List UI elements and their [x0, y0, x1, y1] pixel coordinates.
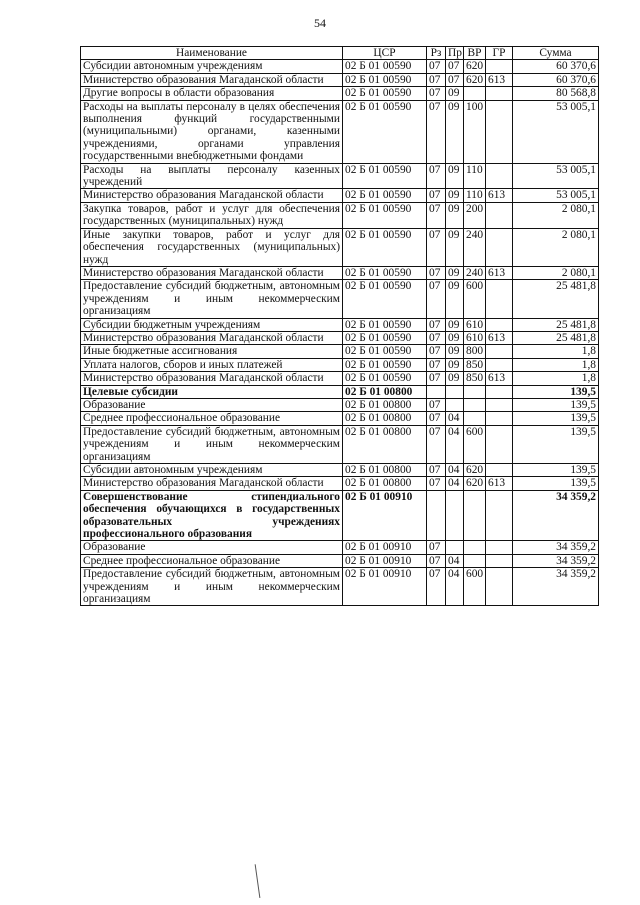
cell-name: Субсидии автономным учреждениям: [81, 60, 343, 73]
cell-pr: 09: [446, 280, 464, 318]
cell-gr: [486, 228, 513, 266]
cell-rz: 07: [427, 345, 446, 358]
cell-gr: [486, 60, 513, 73]
header-sum: Сумма: [513, 47, 599, 60]
table-row: [81, 358, 599, 371]
cell-gr: 613: [486, 266, 513, 279]
cell-gr: [486, 554, 513, 567]
cell-gr: [486, 541, 513, 554]
cell-csr: 02 Б 01 00800: [343, 464, 427, 477]
cell-pr: 09: [446, 345, 464, 358]
cell-csr: 02 Б 01 00590: [343, 100, 427, 163]
cell-name: Образование: [81, 398, 343, 411]
pen-mark: [255, 864, 263, 898]
cell-gr: 613: [486, 331, 513, 344]
cell-sum: 139,5: [513, 385, 599, 398]
cell-vr: 600: [464, 280, 486, 318]
cell-pr: 09: [446, 163, 464, 189]
cell-rz: 07: [427, 228, 446, 266]
cell-csr: 02 Б 01 00590: [343, 372, 427, 385]
cell-sum: 53 005,1: [513, 100, 599, 163]
budget-table: [80, 46, 599, 606]
cell-pr: 07: [446, 73, 464, 86]
cell-pr: [446, 398, 464, 411]
cell-rz: 07: [427, 398, 446, 411]
cell-gr: [486, 490, 513, 541]
table-row: [81, 477, 599, 490]
cell-pr: 09: [446, 372, 464, 385]
cell-gr: [486, 568, 513, 606]
table-row: [81, 202, 599, 228]
cell-gr: [486, 163, 513, 189]
cell-vr: 240: [464, 266, 486, 279]
header-name: Наименование: [81, 47, 343, 60]
cell-name: Министерство образования Магаданской области: [81, 266, 343, 279]
cell-pr: 09: [446, 358, 464, 371]
table-row: [81, 100, 599, 163]
cell-rz: 07: [427, 412, 446, 425]
cell-rz: 07: [427, 87, 446, 100]
cell-sum: 139,5: [513, 412, 599, 425]
cell-rz: 07: [427, 358, 446, 371]
table-row: [81, 280, 599, 318]
cell-rz: 07: [427, 318, 446, 331]
cell-sum: 139,5: [513, 398, 599, 411]
table-row: [81, 541, 599, 554]
cell-csr: 02 Б 01 00910: [343, 490, 427, 541]
table-row: [81, 318, 599, 331]
table-row: [81, 60, 599, 73]
cell-pr: [446, 385, 464, 398]
cell-csr: 02 Б 01 00590: [343, 73, 427, 86]
table-row: [81, 163, 599, 189]
cell-name: Предоставление субсидий бюджетным, автономным учреждениям и иным некоммерческим организациям: [81, 280, 343, 318]
table-row: [81, 385, 599, 398]
cell-rz: 07: [427, 568, 446, 606]
cell-pr: [446, 490, 464, 541]
cell-csr: 02 Б 01 00590: [343, 228, 427, 266]
cell-csr: 02 Б 01 00590: [343, 345, 427, 358]
cell-sum: 1,8: [513, 372, 599, 385]
cell-gr: 613: [486, 189, 513, 202]
cell-gr: 613: [486, 477, 513, 490]
cell-vr: 610: [464, 331, 486, 344]
cell-name: Среднее профессиональное образование: [81, 412, 343, 425]
cell-pr: 04: [446, 412, 464, 425]
cell-vr: [464, 541, 486, 554]
table-body: [81, 60, 599, 606]
cell-csr: 02 Б 01 00590: [343, 189, 427, 202]
cell-pr: 04: [446, 568, 464, 606]
cell-vr: 620: [464, 477, 486, 490]
cell-csr: 02 Б 01 00800: [343, 477, 427, 490]
cell-pr: 04: [446, 477, 464, 490]
cell-sum: 53 005,1: [513, 189, 599, 202]
cell-sum: 34 359,2: [513, 554, 599, 567]
cell-csr: 02 Б 01 00590: [343, 331, 427, 344]
cell-csr: 02 Б 01 00590: [343, 202, 427, 228]
cell-rz: 07: [427, 464, 446, 477]
cell-gr: [486, 358, 513, 371]
header-vr: ВР: [464, 47, 486, 60]
cell-csr: 02 Б 01 00800: [343, 412, 427, 425]
cell-rz: 07: [427, 541, 446, 554]
cell-sum: 1,8: [513, 358, 599, 371]
cell-csr: 02 Б 01 00910: [343, 554, 427, 567]
cell-rz: 07: [427, 372, 446, 385]
cell-name: Субсидии бюджетным учреждениям: [81, 318, 343, 331]
table-row: [81, 189, 599, 202]
cell-rz: 07: [427, 554, 446, 567]
cell-csr: 02 Б 01 00590: [343, 358, 427, 371]
cell-csr: 02 Б 01 00590: [343, 60, 427, 73]
cell-pr: 09: [446, 189, 464, 202]
cell-pr: 09: [446, 331, 464, 344]
cell-csr: 02 Б 01 00910: [343, 541, 427, 554]
cell-csr: 02 Б 01 00910: [343, 568, 427, 606]
table-row: [81, 345, 599, 358]
cell-sum: 34 359,2: [513, 541, 599, 554]
header-csr: ЦСР: [343, 47, 427, 60]
cell-vr: 610: [464, 318, 486, 331]
cell-vr: [464, 398, 486, 411]
header-gr: ГР: [486, 47, 513, 60]
cell-csr: 02 Б 01 00800: [343, 398, 427, 411]
cell-name: Другие вопросы в области образования: [81, 87, 343, 100]
cell-gr: [486, 87, 513, 100]
cell-rz: 07: [427, 73, 446, 86]
cell-vr: 600: [464, 425, 486, 463]
header-rz: Рз: [427, 47, 446, 60]
cell-name: Министерство образования Магаданской области: [81, 372, 343, 385]
cell-sum: 139,5: [513, 425, 599, 463]
cell-vr: [464, 412, 486, 425]
cell-vr: 850: [464, 372, 486, 385]
cell-name: Целевые субсидии: [81, 385, 343, 398]
cell-sum: 2 080,1: [513, 228, 599, 266]
cell-sum: 34 359,2: [513, 490, 599, 541]
table-row: [81, 412, 599, 425]
cell-csr: 02 Б 01 00590: [343, 318, 427, 331]
cell-name: Совершенствование стипендиального обеспечения обучающихся в государственных образовательных учреждениях профессионального образования: [81, 490, 343, 541]
cell-vr: [464, 87, 486, 100]
cell-sum: 2 080,1: [513, 202, 599, 228]
cell-sum: 60 370,6: [513, 60, 599, 73]
cell-name: Иные бюджетные ассигнования: [81, 345, 343, 358]
cell-name: Расходы на выплаты персоналу казенных учреждений: [81, 163, 343, 189]
cell-rz: 07: [427, 477, 446, 490]
cell-pr: 09: [446, 100, 464, 163]
cell-vr: 110: [464, 163, 486, 189]
cell-sum: 25 481,8: [513, 280, 599, 318]
cell-sum: 53 005,1: [513, 163, 599, 189]
cell-gr: 613: [486, 372, 513, 385]
cell-vr: [464, 554, 486, 567]
cell-name: Закупка товаров, работ и услуг для обеспечения государственных (муниципальных) нужд: [81, 202, 343, 228]
table-row: [81, 398, 599, 411]
cell-pr: 09: [446, 202, 464, 228]
cell-pr: 04: [446, 554, 464, 567]
cell-sum: 25 481,8: [513, 318, 599, 331]
cell-pr: 09: [446, 318, 464, 331]
cell-rz: 07: [427, 202, 446, 228]
cell-vr: [464, 385, 486, 398]
cell-name: Предоставление субсидий бюджетным, автономным учреждениям и иным некоммерческим организациям: [81, 425, 343, 463]
cell-csr: 02 Б 01 00590: [343, 163, 427, 189]
cell-gr: [486, 464, 513, 477]
cell-gr: [486, 385, 513, 398]
cell-sum: 60 370,6: [513, 73, 599, 86]
cell-csr: 02 Б 01 00590: [343, 280, 427, 318]
cell-gr: [486, 280, 513, 318]
cell-pr: 09: [446, 228, 464, 266]
page-number: 54: [314, 16, 326, 30]
cell-gr: [486, 425, 513, 463]
cell-csr: 02 Б 01 00590: [343, 87, 427, 100]
cell-sum: 34 359,2: [513, 568, 599, 606]
cell-vr: 110: [464, 189, 486, 202]
table-header-row: [81, 47, 599, 60]
table-row: [81, 554, 599, 567]
cell-gr: [486, 100, 513, 163]
cell-gr: [486, 345, 513, 358]
cell-csr: 02 Б 01 00800: [343, 385, 427, 398]
table-row: [81, 464, 599, 477]
table-row: [81, 568, 599, 606]
cell-vr: [464, 490, 486, 541]
cell-rz: 07: [427, 189, 446, 202]
table-row: [81, 266, 599, 279]
cell-gr: [486, 202, 513, 228]
cell-pr: 04: [446, 464, 464, 477]
cell-vr: 620: [464, 60, 486, 73]
table-row: [81, 372, 599, 385]
cell-pr: 09: [446, 266, 464, 279]
cell-sum: 2 080,1: [513, 266, 599, 279]
cell-name: Министерство образования Магаданской области: [81, 331, 343, 344]
cell-name: Среднее профессиональное образование: [81, 554, 343, 567]
cell-name: Субсидии автономным учреждениям: [81, 464, 343, 477]
cell-pr: [446, 541, 464, 554]
cell-name: Министерство образования Магаданской области: [81, 477, 343, 490]
cell-sum: 80 568,8: [513, 87, 599, 100]
table-row: [81, 331, 599, 344]
cell-csr: 02 Б 01 00800: [343, 425, 427, 463]
cell-vr: 100: [464, 100, 486, 163]
cell-vr: 800: [464, 345, 486, 358]
cell-vr: 620: [464, 73, 486, 86]
cell-gr: [486, 318, 513, 331]
cell-rz: 07: [427, 100, 446, 163]
cell-gr: 613: [486, 73, 513, 86]
cell-vr: 240: [464, 228, 486, 266]
table-row: [81, 87, 599, 100]
cell-rz: 07: [427, 280, 446, 318]
cell-gr: [486, 412, 513, 425]
cell-rz: [427, 490, 446, 541]
cell-rz: 07: [427, 60, 446, 73]
cell-sum: 139,5: [513, 464, 599, 477]
cell-rz: 07: [427, 425, 446, 463]
table-row: [81, 228, 599, 266]
cell-vr: 850: [464, 358, 486, 371]
cell-name: Иные закупки товаров, работ и услуг для обеспечения государственных (муниципальных) нужд: [81, 228, 343, 266]
cell-sum: 139,5: [513, 477, 599, 490]
cell-csr: 02 Б 01 00590: [343, 266, 427, 279]
cell-vr: 200: [464, 202, 486, 228]
cell-rz: 07: [427, 163, 446, 189]
cell-vr: 600: [464, 568, 486, 606]
cell-pr: 09: [446, 87, 464, 100]
cell-name: Министерство образования Магаданской области: [81, 189, 343, 202]
header-pr: Пр: [446, 47, 464, 60]
cell-sum: 25 481,8: [513, 331, 599, 344]
cell-name: Предоставление субсидий бюджетным, автономным учреждениям и иным некоммерческим организациям: [81, 568, 343, 606]
cell-pr: 04: [446, 425, 464, 463]
cell-sum: 1,8: [513, 345, 599, 358]
table-row: [81, 73, 599, 86]
cell-pr: 07: [446, 60, 464, 73]
cell-name: Образование: [81, 541, 343, 554]
cell-rz: [427, 385, 446, 398]
cell-rz: 07: [427, 331, 446, 344]
table-row: [81, 425, 599, 463]
cell-rz: 07: [427, 266, 446, 279]
cell-name: Расходы на выплаты персоналу в целях обеспечения выполнения функций государственными (муниципальными) органами, казенными учреждениями, органами управления государственными внебюджетными фондами: [81, 100, 343, 163]
cell-gr: [486, 398, 513, 411]
cell-vr: 620: [464, 464, 486, 477]
cell-name: Уплата налогов, сборов и иных платежей: [81, 358, 343, 371]
table-row: [81, 490, 599, 541]
cell-name: Министерство образования Магаданской области: [81, 73, 343, 86]
